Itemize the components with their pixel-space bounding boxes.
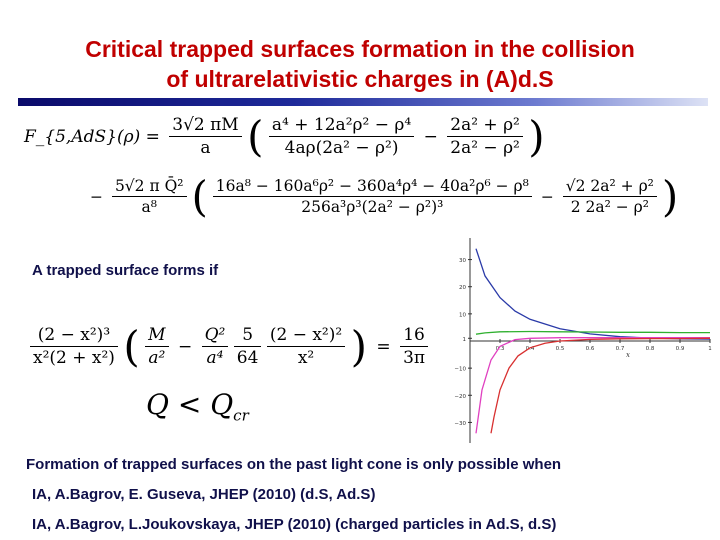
y-tick-label: −30 — [454, 420, 466, 427]
eq2-frac-d-num: 5 — [242, 325, 254, 345]
eq2-frac-b — [145, 325, 168, 368]
y-tick-label: 30 — [459, 258, 466, 265]
eq1-frac-3-num: 2a² + ρ² — [450, 115, 520, 135]
eq1-frac-1 — [169, 115, 241, 158]
reference-2: IA, A.Bagrov, L.Joukovskaya, JHEP (2010) (charged particles in Ad.S, d.S) — [32, 516, 557, 533]
title-line-1: Critical trapped surfaces formation in the collision — [85, 36, 635, 62]
eq1-lhs: F_{5,AdS}(ρ) = — [24, 126, 160, 147]
y-tick-label: −20 — [454, 393, 466, 400]
title-divider — [18, 98, 708, 106]
slide-title — [0, 34, 720, 94]
eq2-frac-b-num: M — [148, 325, 166, 345]
equation-1-line-2: − $\frac{\text{5√2 π Q̄²}}{\text{a⁸}}$ ( $\frac{\text{16a⁸ − 160a⁶ρ² − 360a⁴ρ⁴ − 40a²ρ⁶ − ρ⁸}}{\text{256a³ρ³(2a² − ρ²)³}}$ − $\frac{\text{√2 2a² + ρ²}}{\text{2 2a² − ρ²}}$ ) — [90, 172, 679, 221]
x-tick-label: 0.9 — [675, 346, 685, 352]
equation-2: $\frac{\text{(2 − x²)³}}{\text{x²(2 + x²)}}$ ( $\frac{M}{\text{a²}}$ − $\frac{\text{Q²}}{\text{a⁴}}$ $\frac{5}{64}$ $\frac{\text{(2 − x²)²}}{\text{x²}}$ ) = $\frac{16}{3\pi}$ — [30, 322, 428, 371]
eq2-frac-e — [267, 325, 345, 368]
title-line-2: of ultrarelativistic charges in (A)d.S — [166, 66, 554, 92]
eq2-frac-rhs — [400, 325, 428, 368]
eq2-frac-a-den: x²(2 + x²) — [30, 346, 118, 368]
curve-4 — [491, 338, 710, 433]
x-axis-label: x — [626, 351, 630, 359]
eq1-frac-4-num: 5√2 π Q̄² — [114, 177, 184, 195]
eq1-frac-6-num: √2 2a² + ρ² — [565, 177, 654, 195]
equation-1-line-1: F_{5,AdS}(ρ) = $\frac{3√2 \pi M}{a}$ ( $\frac{\text{a⁴ + 12a²ρ² − ρ⁴}}{\text{4aρ(2a² − ρ²)}}$ − $\frac{\text{2a² + ρ²}}{\text{2a² − ρ²}}$ ) — [20, 112, 545, 161]
eq1-frac-4-den: a⁸ — [112, 196, 187, 216]
y-ticks — [454, 258, 472, 427]
x-tick-label: 0.8 — [645, 346, 655, 352]
eq2-frac-c — [202, 325, 229, 368]
eq2-frac-e-num: (2 − x²)² — [269, 325, 343, 345]
y-tick-label: 20 — [459, 285, 466, 292]
eq2-frac-c-num: Q² — [204, 325, 226, 345]
eq1-frac-6 — [563, 177, 657, 216]
ineq-main: Q < Q — [146, 388, 234, 421]
eq2-frac-rhs-num: 16 — [403, 325, 425, 345]
x-tick-label: 0.4 — [525, 346, 535, 352]
eq1-frac-2-num: a⁴ + 12a²ρ² − ρ⁴ — [271, 115, 412, 135]
eq2-frac-a — [30, 325, 118, 368]
eq2-frac-b-den: a² — [145, 346, 168, 368]
eq1-frac-2-den: 4aρ(2a² − ρ²) — [269, 136, 414, 158]
eq1-frac-1-num: 3√2 πM — [172, 115, 239, 135]
eq2-frac-c-den: a⁴ — [202, 346, 229, 368]
conclusion-text: Formation of trapped surfaces on the past light cone is only possible when — [26, 456, 562, 473]
trapped-surface-plot — [452, 238, 712, 443]
eq1-frac-4 — [112, 177, 187, 216]
eq1-frac-5 — [213, 177, 532, 216]
condition-label: A trapped surface forms if — [32, 262, 219, 279]
reference-1: IA, A.Bagrov, E. Guseva, JHEP (2010) (d.S, Ad.S) — [32, 486, 376, 503]
eq2-frac-d — [234, 325, 262, 368]
x-tick-label: 0.5 — [555, 346, 565, 352]
ineq-sub: cr — [233, 406, 249, 425]
curve-1 — [476, 249, 710, 339]
critical-charge-inequality — [146, 388, 249, 425]
eq1-frac-5-den: 256a³ρ³(2a² − ρ²)³ — [213, 196, 532, 216]
eq1-frac-3-den: 2a² − ρ² — [447, 136, 523, 158]
y-tick-label: 10 — [459, 312, 466, 319]
eq1-frac-2 — [269, 115, 414, 158]
eq2-frac-e-den: x² — [267, 346, 345, 368]
eq1-frac-6-den: 2 2a² − ρ² — [563, 196, 657, 216]
eq1-frac-1-den: a — [169, 136, 241, 158]
y-tick-label: 1 — [462, 336, 466, 343]
eq2-frac-d-den: 64 — [234, 346, 262, 368]
x-tick-label: 0.7 — [615, 346, 625, 352]
x-tick-label: 1 — [708, 346, 712, 352]
curve-3 — [476, 338, 710, 434]
eq2-frac-a-num: (2 − x²)³ — [37, 325, 111, 345]
x-tick-label: 0.6 — [585, 346, 595, 352]
x-tick-label: 0.3 — [495, 346, 505, 352]
eq1-frac-3 — [447, 115, 523, 158]
eq2-frac-rhs-den: 3π — [400, 346, 428, 368]
y-tick-label: −10 — [454, 366, 466, 373]
eq1-frac-5-num: 16a⁸ − 160a⁶ρ² − 360a⁴ρ⁴ − 40a²ρ⁶ − ρ⁸ — [215, 177, 529, 195]
